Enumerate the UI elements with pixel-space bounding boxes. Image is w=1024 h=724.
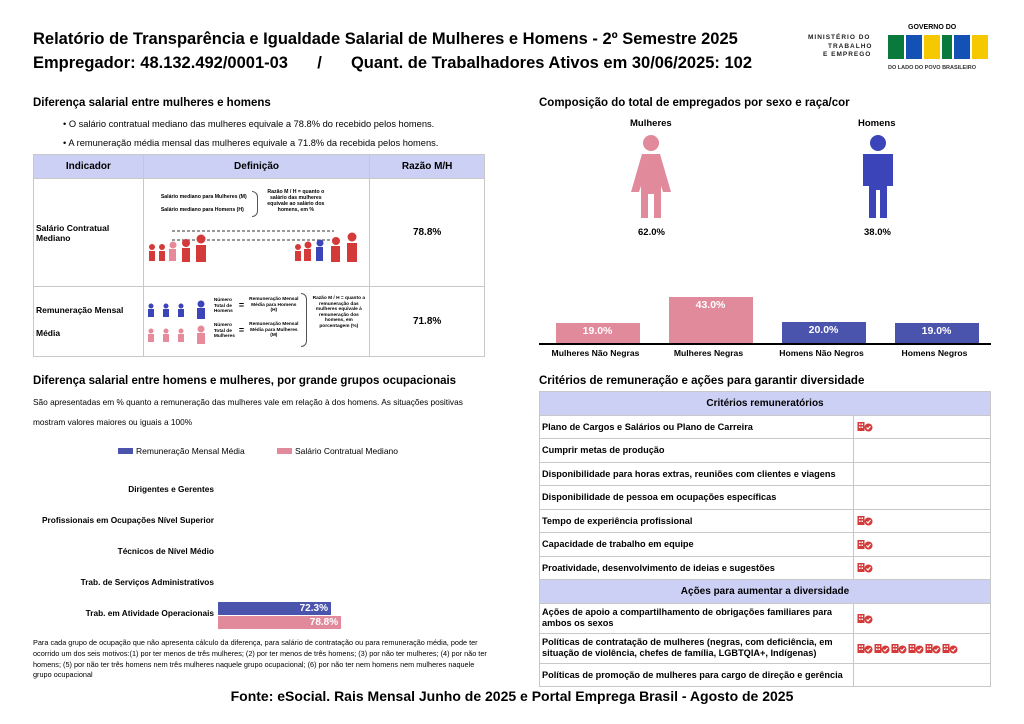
man-figure-icon bbox=[858, 134, 898, 218]
gov-slogan: DO LADO DO POVO BRASILEIRO bbox=[888, 65, 977, 71]
indicator-table bbox=[33, 154, 485, 357]
occupation-bar: 72.3% bbox=[218, 602, 331, 615]
criteria-row bbox=[540, 663, 991, 687]
occupational-footnote: Para cada grupo de ocupação que não apresenta cálculo da diferença, para salário de contratação ou para remuneração média, pode ter ocorrido um dos seis motivos:(1) por ter menos de três mulheres; (2) por ter menos de três homens; (3) por não ter mulheres; (4) por não ter homens; (5) por não ter três homens nem três mulheres naquele grupo ocupacional; (6) por não ter nem homens nem mulheres naquele grupo ocupacional bbox=[33, 638, 487, 680]
criteria-row bbox=[540, 462, 991, 486]
diff-bullet-2: • A remuneração média mensal das mulheres equivale a 71.8% da recebida pelos homens. bbox=[63, 138, 439, 148]
ministry-line1: MINISTÉRIO DO bbox=[808, 34, 871, 41]
composition-title: Composição do total de empregados por sexo e raça/cor bbox=[539, 97, 850, 109]
criteria-row bbox=[540, 533, 991, 557]
checked-building-icon bbox=[857, 613, 874, 624]
criteria-status bbox=[854, 663, 991, 687]
criteria-title: Critérios de remuneração e ações para garantir diversidade bbox=[539, 375, 865, 387]
ministry-line2: TRABALHO bbox=[828, 42, 873, 50]
employer-id: Empregador: 48.132.492/0001-03 bbox=[33, 54, 288, 72]
criteria-status bbox=[854, 633, 991, 663]
row1-definition bbox=[143, 179, 369, 287]
col-definicao: Definição bbox=[143, 155, 369, 179]
race-category-label: Mulheres Não Negras bbox=[551, 348, 640, 358]
occupational-title: Diferença salarial entre homens e mulheres, por grande grupos ocupacionais bbox=[33, 375, 457, 387]
criteria-row bbox=[540, 486, 991, 510]
col-indicador: Indicador bbox=[34, 155, 144, 179]
race-category-label: Homens Não Negros bbox=[779, 348, 864, 358]
race-bar: 19.0% bbox=[556, 323, 640, 343]
checked-building-icon bbox=[925, 643, 942, 654]
race-category-label: Homens Negros bbox=[901, 348, 968, 358]
row2-name-b: Média bbox=[36, 327, 61, 338]
race-x-axis bbox=[539, 343, 991, 345]
criteria-status bbox=[854, 486, 991, 510]
race-category-label: Mulheres Negras bbox=[673, 348, 744, 358]
occupation-label: Profissionais em Ocupações Nível Superior bbox=[42, 515, 214, 525]
diff-bullet-1: • O salário contratual mediano das mulheres equivale a 78.8% do recebido pelos homens. bbox=[63, 119, 435, 129]
source-footer: Fonte: eSocial. Rais Mensal Junho de 2025 e Portal Emprega Brasil - Agosto de 2025 bbox=[230, 688, 794, 704]
row2-definition: Número Total de Homens = Remuneração Mensal Média para Homens (H) Número Total de Mulheres = Remuneração Mensal Média para Mulheres (M) Razão M / H = quanto a remuneração das mulheres equivale à remuneração dos homens, em porcentagem (%) bbox=[143, 287, 369, 357]
occupation-label: Trab. em Atividade Operacionais bbox=[85, 608, 214, 618]
row2-def-c: Número Total de Mulheres bbox=[213, 323, 235, 339]
row2-def-a: Número Total de Homens bbox=[213, 298, 233, 314]
row2-name bbox=[34, 287, 144, 357]
row1-def-a: Salário mediano para Mulheres (M) bbox=[160, 194, 247, 200]
criteria-header-remuneratorios: Critérios remuneratórios bbox=[540, 392, 991, 416]
active-workers: Quant. de Trabalhadores Ativos em 30/06/2025: 102 bbox=[350, 54, 753, 72]
checked-building-icon bbox=[857, 421, 874, 432]
men-label: Homens bbox=[858, 118, 896, 129]
criteria-label: Disponibilidade de pessoa em ocupações específicas bbox=[540, 486, 854, 510]
ministry-logo bbox=[808, 34, 878, 60]
checked-building-icon bbox=[857, 562, 874, 573]
criteria-status bbox=[854, 415, 991, 439]
women-label: Mulheres bbox=[630, 118, 672, 129]
criteria-row bbox=[540, 439, 991, 463]
criteria-label: Disponibilidade para horas extras, reuniões com clientes e viagens bbox=[540, 462, 854, 486]
row1-def-b: Salário mediano para Homens (H) bbox=[160, 207, 244, 213]
criteria-row bbox=[540, 556, 991, 580]
criteria-row bbox=[540, 603, 991, 633]
criteria-row bbox=[540, 415, 991, 439]
legend-salario bbox=[277, 446, 398, 456]
checked-building-icon bbox=[874, 643, 891, 654]
criteria-label: Políticas de promoção de mulheres para cargo de direção e gerência bbox=[540, 663, 854, 687]
row1-people-illustration-icon bbox=[146, 227, 371, 279]
occupation-bar: 78.8% bbox=[218, 616, 341, 629]
occupation-label: Técnicos de Nível Médio bbox=[117, 546, 214, 556]
criteria-status bbox=[854, 439, 991, 463]
criteria-row bbox=[540, 633, 991, 663]
women-pct: 62.0% bbox=[638, 227, 665, 238]
checked-building-icon bbox=[857, 539, 874, 550]
criteria-status bbox=[854, 603, 991, 633]
brasil-wordmark-icon bbox=[886, 33, 990, 63]
criteria-label: Plano de Cargos e Salários ou Plano de Carreira bbox=[540, 415, 854, 439]
gov-label: GOVERNO DO bbox=[908, 24, 957, 31]
row1-value: 78.8% bbox=[370, 179, 485, 287]
criteria-status bbox=[854, 509, 991, 533]
race-bar: 43.0% bbox=[669, 297, 753, 343]
checked-building-icon bbox=[857, 643, 874, 654]
checked-building-icon bbox=[891, 643, 908, 654]
criteria-label: Proatividade, desenvolvimento de ideias e sugestões bbox=[540, 556, 854, 580]
occupational-desc-2: mostram valores maiores ou iguais a 100% bbox=[33, 417, 193, 427]
criteria-status bbox=[854, 533, 991, 557]
diff-section-title: Diferença salarial entre mulheres e homens bbox=[33, 97, 271, 109]
race-bar: 19.0% bbox=[895, 323, 979, 343]
occupational-desc-1: São apresentadas em % quanto a remuneração das mulheres vale em relação à dos homens. As situações positivas bbox=[33, 397, 463, 407]
row1-name: Salário Contratual Mediano bbox=[34, 179, 144, 287]
separator: / bbox=[317, 54, 322, 72]
legend-salario-label: Salário Contratual Mediano bbox=[295, 446, 399, 456]
criteria-label: Ações de apoio a compartilhamento de obrigações familiares para ambos os sexos bbox=[540, 603, 854, 633]
criteria-status bbox=[854, 556, 991, 580]
gov-brasil-logo bbox=[886, 24, 990, 72]
row1-def-c: Razão M / H = quanto o salário das mulheres equivale ao salário dos homens, em % bbox=[267, 189, 325, 213]
row2-people-illustration-icon bbox=[146, 299, 210, 345]
report-title: Relatório de Transparência e Igualdade Salarial de Mulheres e Homens - 2º Semestre 2025 bbox=[33, 30, 738, 48]
legend-remuneracao bbox=[118, 446, 245, 456]
criteria-label: Capacidade de trabalho em equipe bbox=[540, 533, 854, 557]
criteria-row bbox=[540, 509, 991, 533]
occupation-label: Trab. de Serviços Administrativos bbox=[80, 577, 214, 587]
race-bar-chart bbox=[539, 290, 991, 360]
row2-def-d: Remuneração Mensal Média para Mulheres (M) bbox=[249, 322, 299, 338]
occupational-bar-chart bbox=[33, 472, 485, 632]
ministry-line3: E EMPREGO bbox=[823, 51, 872, 58]
col-razao: Razão M/H bbox=[370, 155, 485, 179]
row2-def-e: Razão M / H = quanto a remuneração das mulheres equivale à remuneração dos homens, em porcentagem (%) bbox=[312, 296, 366, 329]
criteria-label: Tempo de experiência profissional bbox=[540, 509, 854, 533]
occupation-label: Dirigentes e Gerentes bbox=[128, 484, 214, 494]
legend-remuneracao-label: Remuneração Mensal Média bbox=[136, 446, 245, 456]
row2-def-b: Remuneração Mensal Média para Homens (H) bbox=[249, 297, 299, 313]
row2-name-a: Remuneração Mensal bbox=[36, 304, 124, 315]
criteria-label: Cumprir metas de produção bbox=[540, 439, 854, 463]
criteria-table bbox=[539, 391, 991, 687]
checked-building-icon bbox=[857, 515, 874, 526]
checked-building-icon bbox=[942, 643, 959, 654]
criteria-label: Políticas de contratação de mulheres (negras, com deficiência, em situação de violência, chefes de família, LGBTQIA+, Indígenas) bbox=[540, 633, 854, 663]
men-pct: 38.0% bbox=[864, 227, 891, 238]
legend-pink-swatch bbox=[277, 448, 292, 454]
criteria-status bbox=[854, 462, 991, 486]
employer-line bbox=[33, 51, 752, 75]
checked-building-icon bbox=[908, 643, 925, 654]
race-bar: 20.0% bbox=[782, 322, 866, 343]
row2-value: 71.8% bbox=[370, 287, 485, 357]
criteria-header-diversidade: Ações para aumentar a diversidade bbox=[540, 580, 991, 604]
woman-figure-icon bbox=[630, 134, 672, 218]
legend-blue-swatch bbox=[118, 448, 133, 454]
